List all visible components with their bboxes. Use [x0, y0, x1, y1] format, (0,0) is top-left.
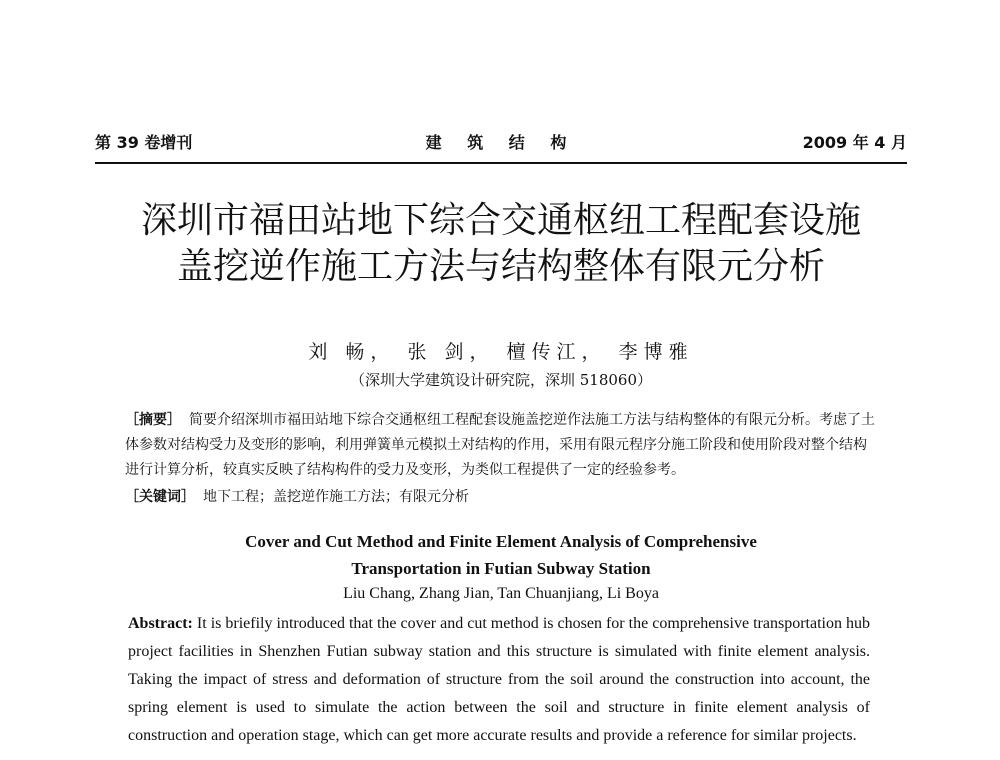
- chinese-keywords-text: 地下工程；盖挖逆作施工方法；有限元分析: [203, 489, 469, 505]
- chinese-title-line-1: 深圳市福田站地下综合交通枢纽工程配套设施: [140, 200, 861, 241]
- journal-name: 建 筑 结 构: [425, 133, 577, 152]
- volume-issue: 第 39 卷增刊: [95, 133, 193, 152]
- chinese-authors: 刘 畅， 张 剑， 檀传江， 李博雅: [308, 341, 694, 363]
- english-abstract-label: Abstract:: [128, 615, 193, 632]
- english-title-line-2: Transportation in Futian Subway Station: [351, 559, 651, 578]
- chinese-title: [95, 198, 907, 290]
- chinese-keywords: [125, 486, 877, 508]
- chinese-keywords-label: ［关键词］: [125, 489, 195, 505]
- chinese-abstract-text: 简要介绍深圳市福田站地下综合交通枢纽工程配套设施盖挖逆作法施工方法与结构整体的有限元分析。考虑了土体参数对结构受力及变形的影响，利用弹簧单元模拟土对结构的作用，采用有限元程序分施工阶段和使用阶段对整个结构进行计算分析，较真实反映了结构构件的受力及变形，为类似工程提供了一定的经验参考。: [125, 412, 875, 478]
- english-authors: Liu Chang, Zhang Jian, Tan Chuanjiang, Li Boya: [343, 585, 659, 602]
- chinese-title-line-2: 盖挖逆作施工方法与结构整体有限元分析: [176, 246, 825, 287]
- publication-date: 2009 年 4 月: [802, 133, 907, 152]
- english-title: [95, 528, 907, 582]
- running-header: [95, 130, 907, 164]
- chinese-abstract-label: ［摘要］: [125, 412, 181, 428]
- english-abstract-text: It is briefily introduced that the cover and cut method is chosen for the comprehensive transportation hub project facilities in Shenzhen Futian subway station and this structure is simulated with finite element analysis. Taking the impact of stress and deformation of structure from the soil around the construction into account, the spring element is used to simulate the action between the soil and structure in finite element analysis of construction and operation stage, which can get more accurate results and provide a reference for similar projects.: [128, 615, 870, 744]
- english-title-line-1: Cover and Cut Method and Finite Element Analysis of Comprehensive: [245, 532, 757, 551]
- chinese-affiliation: （深圳大学建筑设计研究院，深圳 518060）: [349, 371, 653, 389]
- header-rule: [95, 162, 907, 164]
- english-abstract: [128, 610, 870, 750]
- chinese-abstract: [125, 408, 877, 483]
